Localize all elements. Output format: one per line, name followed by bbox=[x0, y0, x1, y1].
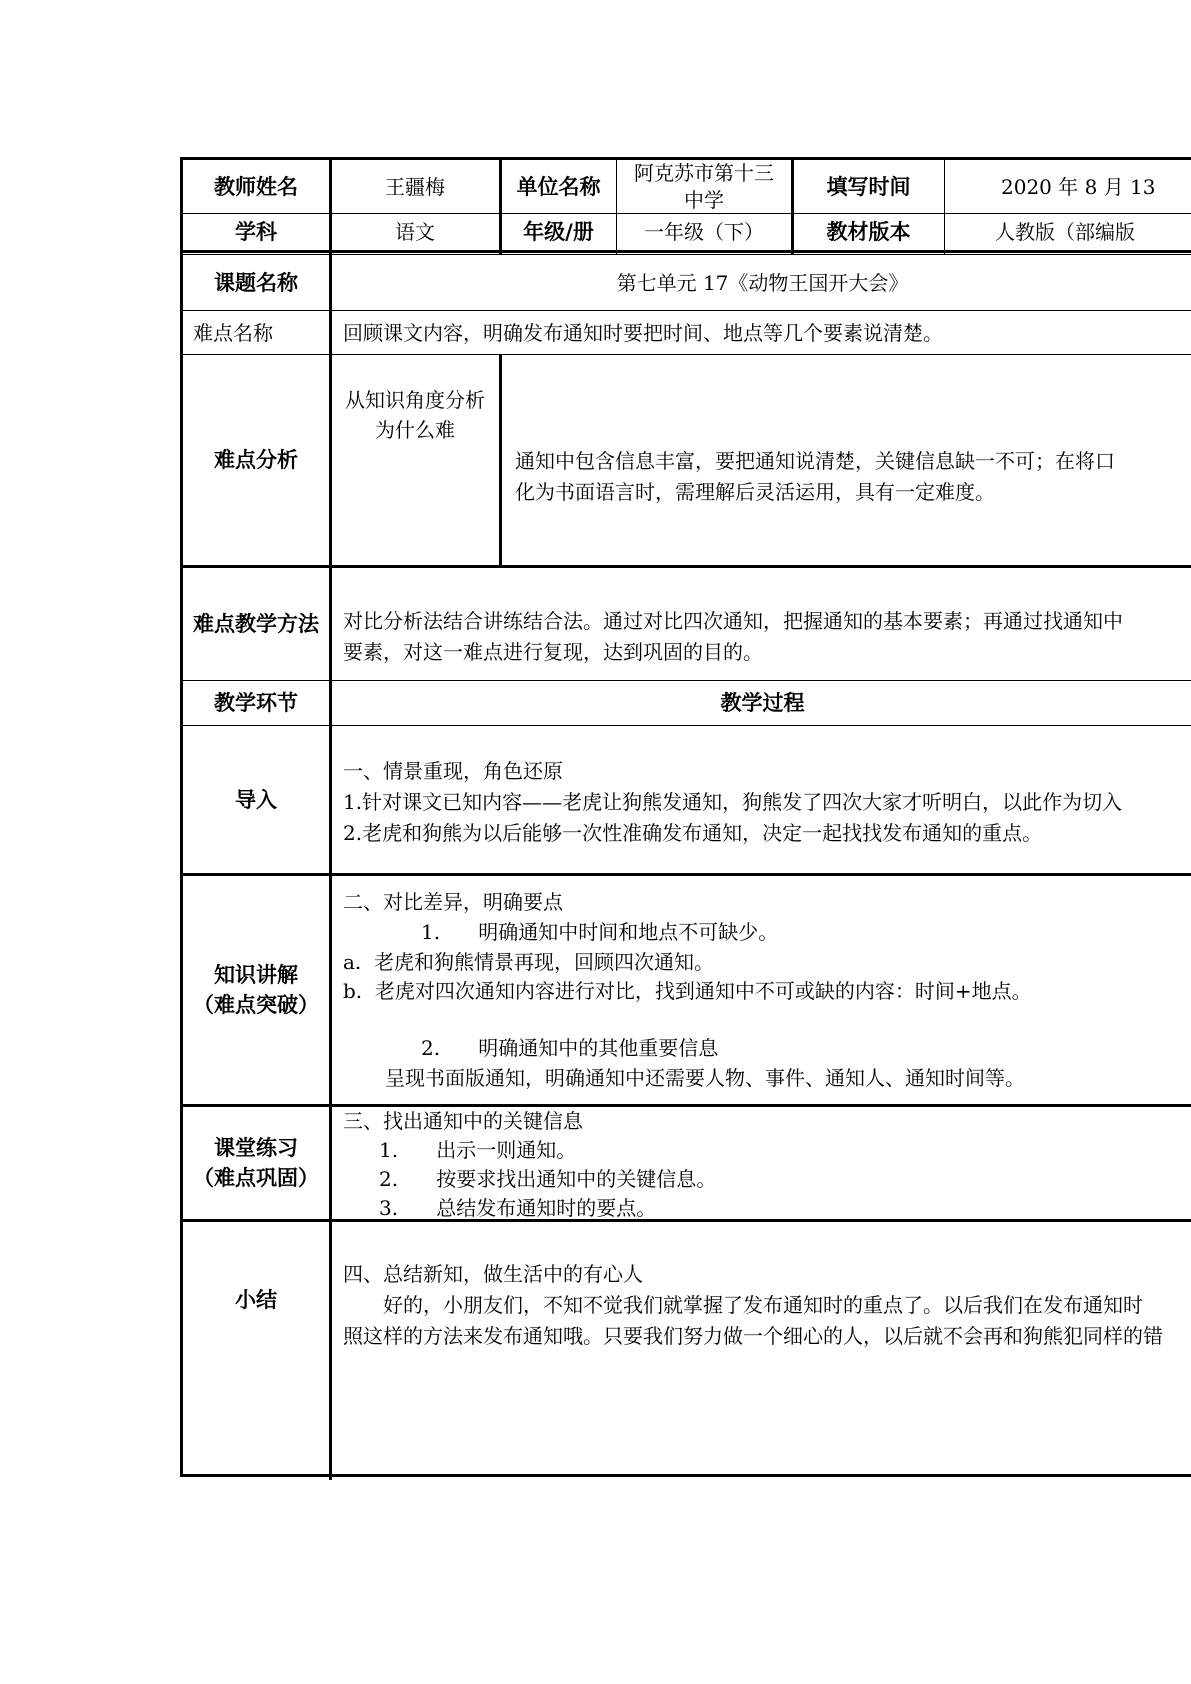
knowledge-line: 二、对比差异，明确要点 bbox=[343, 890, 563, 914]
analysis-line1: 通知中包含信息丰富，要把通知说清楚，关键信息缺一不可；在将口 bbox=[515, 449, 1115, 473]
unit-name-line1: 阿克苏市第十三 bbox=[634, 160, 774, 185]
topic-label: 课题名称 bbox=[214, 270, 298, 295]
practice-line: 1. 出示一则通知。 bbox=[379, 1138, 577, 1162]
knowledge-line: 1. 明确通知中时间和地点不可缺少。 bbox=[421, 920, 779, 944]
analysis-sub-label-line1: 从知识角度分析 bbox=[345, 388, 485, 412]
unit-name-value bbox=[617, 160, 791, 213]
method-label: 难点教学方法 bbox=[193, 612, 319, 636]
topic-value: 第七单元 17《动物王国开大会》 bbox=[616, 270, 909, 295]
summary-line: 照这样的方法来发布通知哦。只要我们努力做一个细心的人，以后就不会再和狗熊犯同样的错 bbox=[343, 1324, 1163, 1348]
summary-line: 四、总结新知，做生活中的有心人 bbox=[343, 1262, 643, 1286]
practice-label-line1: 课堂练习 bbox=[214, 1136, 298, 1160]
intro-label: 导入 bbox=[235, 787, 277, 812]
teacher-name-value: 王疆梅 bbox=[385, 174, 445, 199]
practice-line: 2. 按要求找出通知中的关键信息。 bbox=[379, 1167, 717, 1191]
difficulty-name-value: 回顾课文内容，明确发布通知时要把时间、地点等几个要素说清楚。 bbox=[343, 320, 943, 345]
method-line1: 对比分析法结合讲练结合法。通过对比四次通知，把握通知的基本要素；再通过找通知中 bbox=[343, 609, 1123, 633]
edition-value: 人教版（部编版 bbox=[995, 219, 1135, 244]
process-header: 教学过程 bbox=[720, 691, 805, 715]
practice-line: 三、找出通知中的关键信息 bbox=[343, 1109, 583, 1133]
intro-line: 2.老虎和狗熊为以后能够一次性准确发布通知，决定一起找找发布通知的重点。 bbox=[343, 821, 1043, 845]
practice-label-line2: （难点巩固） bbox=[193, 1166, 319, 1190]
fill-date-value: 2020 年 8 月 13 bbox=[1001, 174, 1156, 199]
stage-header: 教学环节 bbox=[214, 691, 298, 715]
analysis-label: 难点分析 bbox=[214, 448, 298, 472]
unit-name-label: 单位名称 bbox=[516, 174, 601, 199]
knowledge-line: 2. 明确通知中的其他重要信息 bbox=[421, 1036, 719, 1060]
analysis-sub-label bbox=[331, 355, 499, 475]
intro-line: 一、情景重现，角色还原 bbox=[343, 759, 563, 783]
knowledge-label bbox=[183, 876, 329, 1104]
subject-label: 学科 bbox=[235, 219, 277, 244]
practice-line: 3. 总结发布通知时的要点。 bbox=[379, 1196, 657, 1220]
knowledge-line: a. 老虎和狗熊情景再现，回顾四次通知。 bbox=[343, 950, 714, 974]
summary-label: 小结 bbox=[235, 1287, 277, 1312]
method-line2: 要素，对这一难点进行复现，达到巩固的目的。 bbox=[343, 640, 763, 664]
practice-label bbox=[183, 1107, 329, 1219]
lesson-table bbox=[180, 157, 1191, 1477]
subject-value: 语文 bbox=[395, 219, 435, 244]
summary-line: 好的，小朋友们，不知不觉我们就掌握了发布通知时的重点了。以后我们在发布通知时 bbox=[383, 1293, 1143, 1317]
knowledge-line: 呈现书面版通知，明确通知中还需要人物、事件、通知人、通知时间等。 bbox=[385, 1066, 1025, 1090]
grade-value: 一年级（下） bbox=[644, 219, 764, 244]
intro-line: 1.针对课文已知内容——老虎让狗熊发通知，狗熊发了四次大家才听明白，以此作为切入 bbox=[343, 790, 1123, 814]
difficulty-name-label: 难点名称 bbox=[193, 320, 273, 345]
knowledge-line: b. 老虎对四次通知内容进行对比，找到通知中不可或缺的内容：时间+地点。 bbox=[343, 979, 1032, 1003]
fill-date-label: 填写时间 bbox=[826, 174, 911, 199]
teacher-name-label: 教师姓名 bbox=[214, 174, 298, 199]
grade-label: 年级/册 bbox=[523, 219, 594, 244]
knowledge-label-line2: （难点突破） bbox=[193, 993, 319, 1017]
unit-name-line2: 中学 bbox=[684, 187, 724, 212]
analysis-sub-label-line2: 为什么难 bbox=[375, 418, 455, 442]
knowledge-label-line1: 知识讲解 bbox=[214, 963, 298, 987]
edition-label: 教材版本 bbox=[826, 219, 911, 244]
analysis-line2: 化为书面语言时，需理解后灵活运用，具有一定难度。 bbox=[515, 480, 995, 504]
